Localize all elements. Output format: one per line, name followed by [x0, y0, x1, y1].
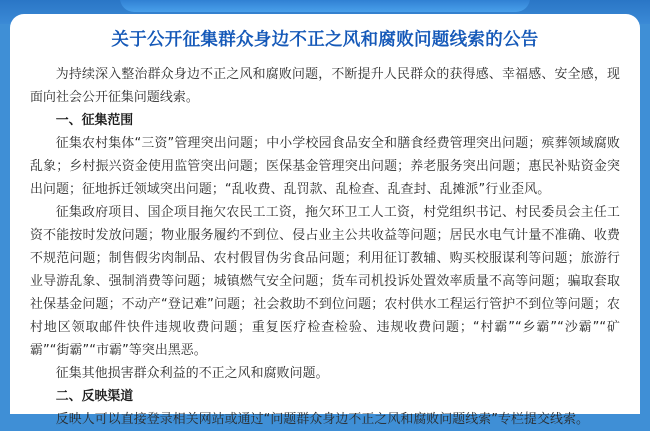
scope-paragraph-2: 征集政府项目、国企项目拖欠农民工工资，拖欠环卫工人工资，村党组织书记、村民委员会主任工资不能按时发放问题；物业服务履约不到位、侵占业主公共收益等问题；居民水电气计量不准确、收费不规范问题；制售假劣肉制品、农村假冒伪劣食品问题；利用征订教辅、购买校服谋利等问题；旅游行业导游乱象、强制消费等问题；城镇燃气安全问题；货车司机投诉处置效率质量不高等问题；骗取套取社保基金问题；不动产“登记难”问题；社会救助不到位问题；农村供水工程运行管护不到位等问题；农村地区领取邮件快件违规收费问题；重复医疗检查检验、违规收费问题；“村霸”“乡霸”“沙霸”“矿霸”“街霸”“市霸”等突出黑恶。 [30, 205, 620, 358]
section-heading-channels: 二、反映渠道 [55, 389, 134, 404]
notice-card [10, 14, 640, 427]
channels-paragraph-1: 反映人可以直接登录相关网站或通过“问题群众身边不正之风和腐败问题线索”专栏提交线索。 [55, 412, 589, 427]
scope-paragraph-3: 征集其他损害群众利益的不正之风和腐败问题。 [55, 366, 329, 381]
notice-title: 关于公开征集群众身边不正之风和腐败问题线索的公告 [111, 30, 539, 50]
section-heading-scope: 一、征集范围 [55, 113, 134, 128]
intro-paragraph: 为持续深入整治群众身边不正之风和腐败问题，不断提升人民群众的获得感、幸福感、安全感，现面向社会公开征集问题线索。 [30, 67, 620, 105]
header-banner-tab [120, 0, 530, 12]
scope-paragraph-1: 征集农村集体“三资”管理突出问题；中小学校园食品安全和膳食经费管理突出问题；殡葬领域腐败乱象；乡村振兴资金使用监管突出问题；医保基金管理突出问题；养老服务突出问题；惠民补贴资金突出问题；征地拆迁领域突出问题；“乱收费、乱罚款、乱检查、乱查封、乱摊派”行业歪风。 [30, 136, 620, 197]
